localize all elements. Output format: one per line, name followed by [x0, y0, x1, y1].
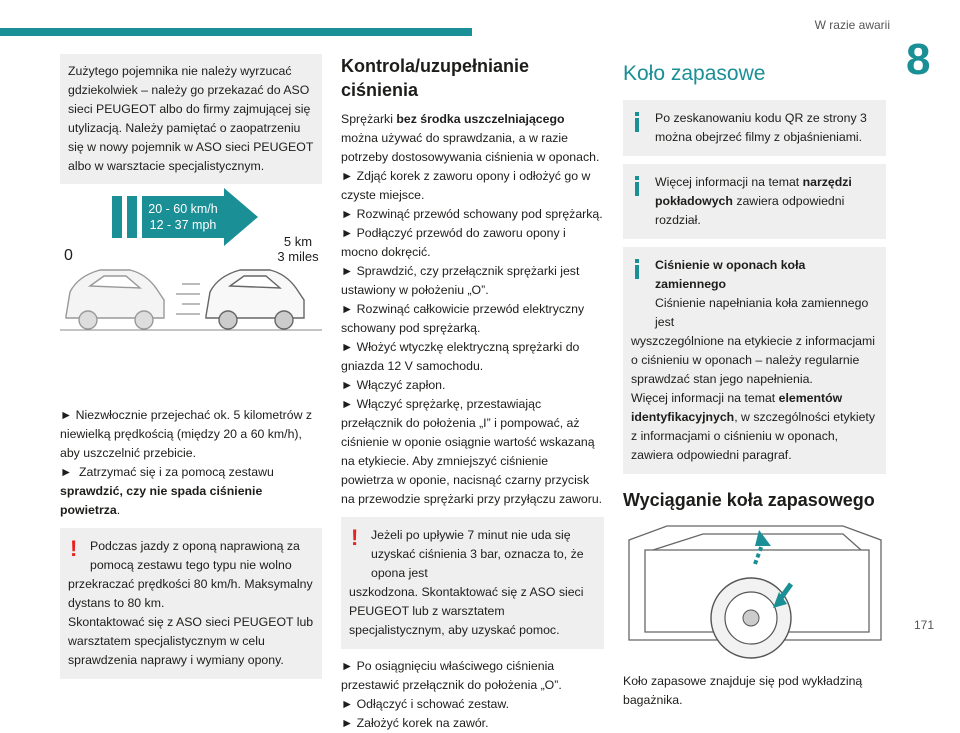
pressure-warning-text: uszkodzona. Skontaktować się z ASO sieci PEUGEOT lub z warsztatem specjalistycznym, aby uzyskać pomoc.: [349, 585, 584, 637]
pressure-intro-end: można używać do sprawdzania, a w razie potrzeby dostosowywania ciśnienia w oponach.: [341, 131, 600, 164]
spare-wheel-title: Koło zapasowe: [623, 62, 766, 85]
pressure-check-title: Kontrola/uzupełnianie ciśnienia: [341, 56, 530, 100]
pressure-step: ► Rozwinąć przewód schowany pod sprężarką.: [341, 205, 604, 224]
step-check-pressure: ► Zatrzymać się i za pomocą zestawu sprawdzić, czy nie spada ciśnienie powietrza.: [60, 465, 274, 517]
tools-info-bold: narzędzi pokładowych: [655, 175, 852, 208]
tools-info-end: zawiera odpowiedni rozdział.: [655, 194, 845, 227]
column-1: [60, 54, 322, 679]
disposal-note-box: [60, 54, 322, 184]
spare-pressure-line: Ciśnienie napełniania koła zamiennego jest: [655, 296, 869, 329]
pressure-intro-bold: bez środka uszczelniającego: [396, 112, 565, 126]
header-accent-bar: [0, 28, 472, 36]
pressure-step: ► Rozwinąć całkowicie przewód elektryczny schowany pod sprężarką.: [341, 300, 604, 338]
info-icon: [635, 112, 638, 132]
info-icon: [635, 259, 638, 279]
pressure-final-step: ► Po osiągnięciu właściwego ciśnienia przestawić przełącznik do położenia „O”.: [341, 657, 604, 695]
pressure-intro: [341, 110, 604, 167]
speed-warning-lead: Podczas jazdy z oponą naprawioną za pomocą zestawu tego typu nie wolno: [90, 539, 300, 572]
qr-info-box: [623, 100, 886, 156]
speed-distance-diagram: [60, 184, 322, 406]
car-start-icon: [66, 270, 164, 329]
pressure-steps-list: [341, 167, 604, 509]
warning-icon: !: [351, 525, 359, 550]
speed-warning-box: [60, 528, 322, 679]
spare-wheel-illustration: [623, 520, 886, 660]
pressure-step: ► Włączyć zapłon.: [341, 376, 604, 395]
chapter-number: 8: [906, 35, 931, 84]
speed-kmh-label: 20 - 60 km/h: [148, 202, 218, 216]
pressure-final-step: ► Odłączyć i schować zestaw.: [341, 695, 604, 714]
spare-pressure-text: wyszczególnione na etykiecie z informacjami o ciśnieniu w oponach – należy regularnie sprawdzać stan jego napełnienia.: [631, 334, 875, 386]
tools-info-text: [631, 173, 878, 230]
speed-diagram-graphic: [60, 184, 322, 406]
spare-wheel-caption: Koło zapasowe znajduje się pod wykładziną bagażnika.: [623, 674, 863, 707]
pressure-step: ► Włączyć sprężarkę, przestawiając przełącznik do położenia „I” i pompować, aż ciśnienie w oponie osiągnie wartość wskazaną na etykiecie. Aby zmniejszyć ciśnienie powietrza w oponie, nacisnąć czarny przycisk na przewodzie sprężarki przy przyłączu zaworu.: [341, 395, 604, 509]
speed-warning-text: przekraczać prędkości 80 km/h. Maksymalny dystans to 80 km.: [68, 577, 313, 610]
trunk-spare-graphic: [623, 520, 886, 660]
spare-pressure-title: Ciśnienie w oponach koła zamiennego: [655, 258, 806, 291]
spare-pressure-info-box: [623, 247, 886, 474]
pressure-final-step: ► Założyć korek na zawór.: [341, 714, 604, 733]
column-3: [623, 54, 886, 710]
step-check-bold: sprawdzić, czy nie spada ciśnienie powietrza: [60, 484, 263, 517]
pressure-step: ► Podłączyć przewód do zaworu opony i mocno dokręcić.: [341, 224, 604, 262]
pressure-step: ► Sprawdzić, czy przełącznik sprężarki jest ustawiony w położeniu „O”.: [341, 262, 604, 300]
disposal-note-text: Zużytego pojemnika nie należy wyrzucać gdziekolwiek – należy go przekazać do ASO sieci PEUGEOT albo do firmy zajmującej się utylizacją. Należy pamiętać o zaopatrzeniu się w nowy pojemnik w ASO sieci PEUGEOT albo w warsztacie specjalistycznym.: [68, 64, 314, 173]
spare-pressure-heading: [631, 256, 878, 294]
motion-lines-icon: [176, 284, 200, 314]
lift-arrow-icon: [755, 530, 771, 564]
info-icon: [635, 176, 638, 196]
speed-warning-contact: Skontaktować się z ASO sieci PEUGEOT lub warsztatem specjalistycznym w celu sprawdzenia naprawy i wymiany opony.: [68, 615, 314, 667]
step-drive-slowly: ► Niezwłocznie przejechać ok. 5 kilometrów z niewielką prędkością (między 20 a 60 km/h), aby uszczelnić przebicie.: [60, 406, 322, 463]
remove-spare-title: Wyciąganie koła zapasowego: [623, 490, 875, 510]
distance-miles-label: 3 miles: [277, 249, 319, 264]
tools-info-box: [623, 164, 886, 239]
spare-more-bold: elementów identyfikacyjnych: [631, 391, 843, 424]
qr-info-text: Po zeskanowaniu kodu QR ze strony 3 można obejrzeć filmy z objaśnieniami.: [655, 111, 867, 144]
speed-mph-label: 12 - 37 mph: [149, 218, 217, 232]
section-title: W razie awarii: [814, 18, 890, 32]
arrow-head-icon: [224, 188, 258, 246]
step-check-text: Zatrzymać się i za pomocą zestawu: [79, 465, 274, 479]
pressure-warning-box: [341, 517, 604, 649]
page-number: 171: [913, 618, 934, 632]
spare-pressure-more: [631, 389, 878, 465]
car-end-icon: [206, 270, 304, 329]
pressure-step: ► Włożyć wtyczkę elektryczną sprężarki do gniazda 12 V samochodu.: [341, 338, 604, 376]
tools-info-start: Więcej informacji na temat: [655, 175, 803, 189]
start-distance-label: 0: [64, 247, 73, 264]
pressure-intro-start: Sprężarki: [341, 112, 397, 126]
arrow-segment: [127, 196, 137, 238]
column-2: [341, 54, 604, 733]
distance-km-label: 5 km: [283, 234, 313, 249]
pressure-step: ► Zdjąć korek z zaworu opony i odłożyć go w czyste miejsce.: [341, 167, 604, 205]
pressure-warning-lead: Jeżeli po upływie 7 minut nie uda się uzyskać ciśnienia 3 bar, oznacza to, że opona jest: [371, 528, 584, 580]
spare-more-start: Więcej informacji na temat: [631, 391, 779, 405]
arrow-segment: [112, 196, 122, 238]
step-check-end: .: [116, 503, 121, 517]
warning-icon: !: [70, 536, 78, 561]
spare-more-end: , w szczególności etykiety z informacjami o ciśnieniu w oponach, zawiera odpowiedni paragraf.: [631, 410, 875, 462]
